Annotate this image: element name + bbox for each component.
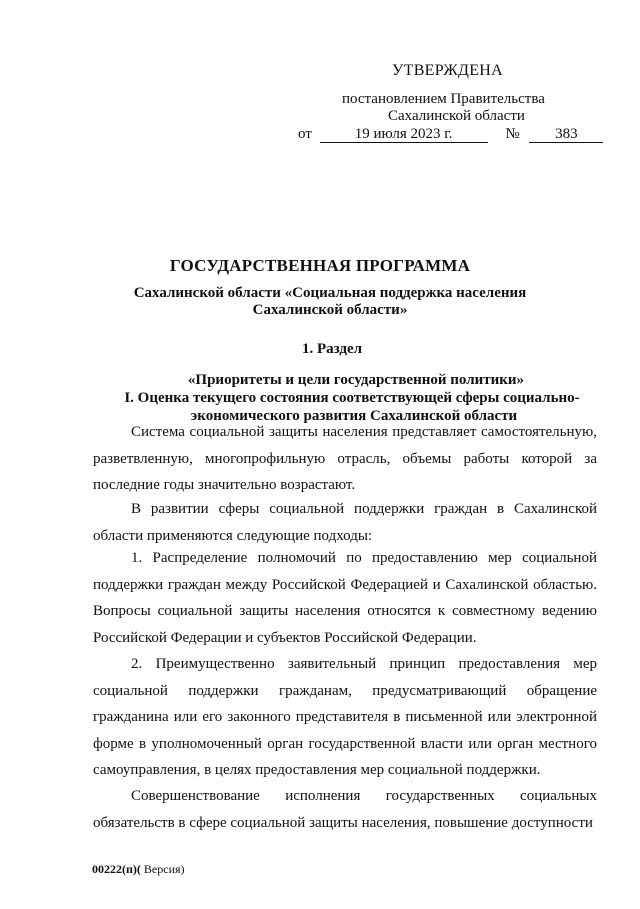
paragraph-1: Система социальной защиты населения представляет самостоятельную, разветвленную, многопрофильную отрасль, объемы работы которой за последние годы значительно возрастают.: [93, 424, 597, 493]
approval-line-1: постановлением Правительства: [342, 91, 545, 107]
priorities-heading: «Приоритеты и цели государственной политики»: [187, 372, 525, 388]
assessment-heading-line-1: I. Оценка текущего состояния соответствующей сферы социально-: [124, 390, 580, 406]
paragraph-4: 2. Преимущественно заявительный принцип предоставления мер социальной поддержки гражданам, предусматривающий обращение гражданина или его законного представителя в письменной или электронной форме в уполномоченный орган государственной власти или орган местного самоуправления, в целях предоставления мер социальной поддержки.: [93, 656, 597, 778]
paragraph-5: Совершенствование исполнения государственных социальных обязательств в сфере социальной защиты населения, повышение доступности: [93, 788, 597, 831]
approval-date-row: [298, 126, 603, 143]
paragraph-3: 1. Распределение полномочий по предоставлению мер социальной поддержки граждан между Российской Федерацией и Сахалинской областью. Вопросы социальной защиты населения относятся к совместному ведению Российской Федерации и субъектов Российской Федерации.: [93, 550, 597, 646]
assessment-heading-line-2: экономического развития Сахалинской области: [190, 408, 518, 424]
approval-date: 19 июля 2023 г.: [320, 126, 488, 143]
approval-title: УТВЕРЖДЕНА: [392, 62, 504, 79]
footer-version: Версия): [140, 862, 185, 876]
number-label: №: [505, 126, 520, 142]
approval-line-2: Сахалинской области: [388, 108, 525, 124]
from-label: от: [298, 126, 312, 142]
section-heading: 1. Раздел: [301, 341, 363, 357]
program-subtitle-line-2: Сахалинской области»: [252, 302, 408, 318]
document-footer: [92, 862, 185, 877]
program-subtitle-line-1: Сахалинской области «Социальная поддержка населения: [133, 285, 527, 301]
paragraph-2: В развитии сферы социальной поддержки граждан в Сахалинской области применяются следующие подходы:: [93, 501, 597, 544]
footer-code: 00222(п)(: [92, 862, 141, 876]
approval-number: 383: [529, 126, 603, 143]
program-heading: ГОСУДАРСТВЕННАЯ ПРОГРАММА: [169, 256, 471, 275]
